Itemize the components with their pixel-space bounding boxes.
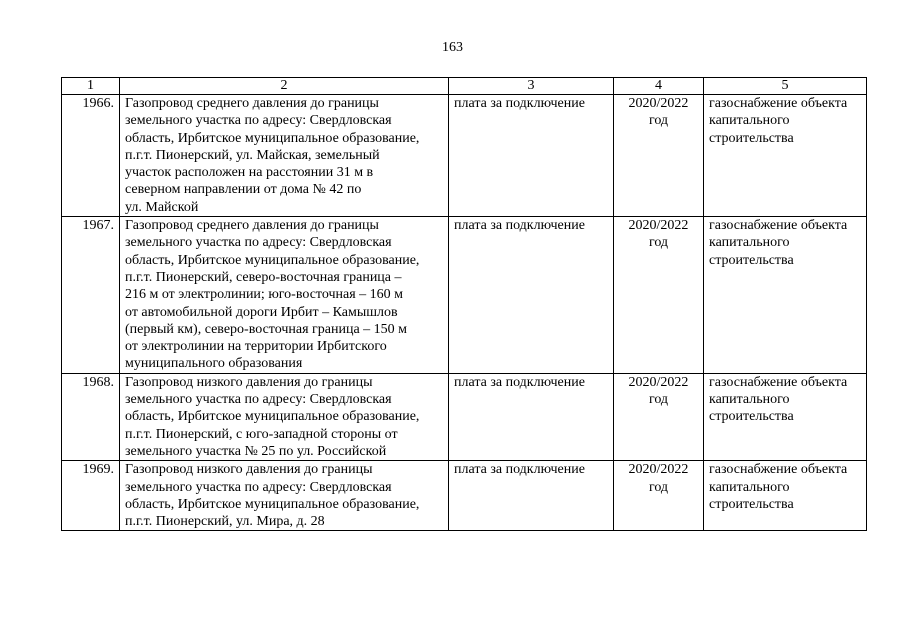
object-description: Газопровод низкого давления до границы земельного участка по адресу: Свердловская область, Ирбитское муниципальное образование, п.г.т. Пионерский, ул. Мира, д. 28 xyxy=(120,461,449,531)
row-number: 1966. xyxy=(62,95,120,217)
object-description: Газопровод среднего давления до границы земельного участка по адресу: Свердловская область, Ирбитское муниципальное образование, п.г.т. Пионерский, ул. Майская, земельный участок расположен на расстоянии 31 м в северном направлении от дома № 42 по ул. Майской xyxy=(120,95,449,217)
purpose: газоснабжение объекта капитального строительства xyxy=(704,461,867,531)
table-row xyxy=(62,95,867,217)
fee-type: плата за подключение xyxy=(449,95,614,217)
column-header-4: 4 xyxy=(614,78,704,95)
year-period: 2020/2022 год xyxy=(614,373,704,460)
page-number: 163 xyxy=(442,40,463,55)
purpose: газоснабжение объекта капитального строительства xyxy=(704,217,867,374)
year-period: 2020/2022 год xyxy=(614,461,704,531)
purpose: газоснабжение объекта капитального строительства xyxy=(704,95,867,217)
column-header-1: 1 xyxy=(62,78,120,95)
table-body xyxy=(62,95,867,531)
document-table xyxy=(61,77,867,531)
table-row xyxy=(62,461,867,531)
table-row xyxy=(62,373,867,460)
column-header-3: 3 xyxy=(449,78,614,95)
year-period: 2020/2022 год xyxy=(614,217,704,374)
table-row xyxy=(62,217,867,374)
purpose: газоснабжение объекта капитального строительства xyxy=(704,373,867,460)
object-description: Газопровод низкого давления до границы земельного участка по адресу: Свердловская область, Ирбитское муниципальное образование, п.г.т. Пионерский, с юго-западной стороны от земельного участка № 25 по ул. Российской xyxy=(120,373,449,460)
row-number: 1969. xyxy=(62,461,120,531)
table-header xyxy=(62,78,867,95)
row-number: 1968. xyxy=(62,373,120,460)
year-period: 2020/2022 год xyxy=(614,95,704,217)
fee-type: плата за подключение xyxy=(449,217,614,374)
fee-type: плата за подключение xyxy=(449,461,614,531)
header-row xyxy=(62,78,867,95)
object-description: Газопровод среднего давления до границы земельного участка по адресу: Свердловская область, Ирбитское муниципальное образование, п.г.т. Пионерский, северо-восточная граница – 216 м от электролинии; юго-восточная – 160 м от автомобильной дороги Ирбит – Камышлов (первый км), северо-восточная граница – 150 м от электролинии на территории Ирбитского муниципального образования xyxy=(120,217,449,374)
fee-type: плата за подключение xyxy=(449,373,614,460)
column-header-5: 5 xyxy=(704,78,867,95)
column-header-2: 2 xyxy=(120,78,449,95)
row-number: 1967. xyxy=(62,217,120,374)
